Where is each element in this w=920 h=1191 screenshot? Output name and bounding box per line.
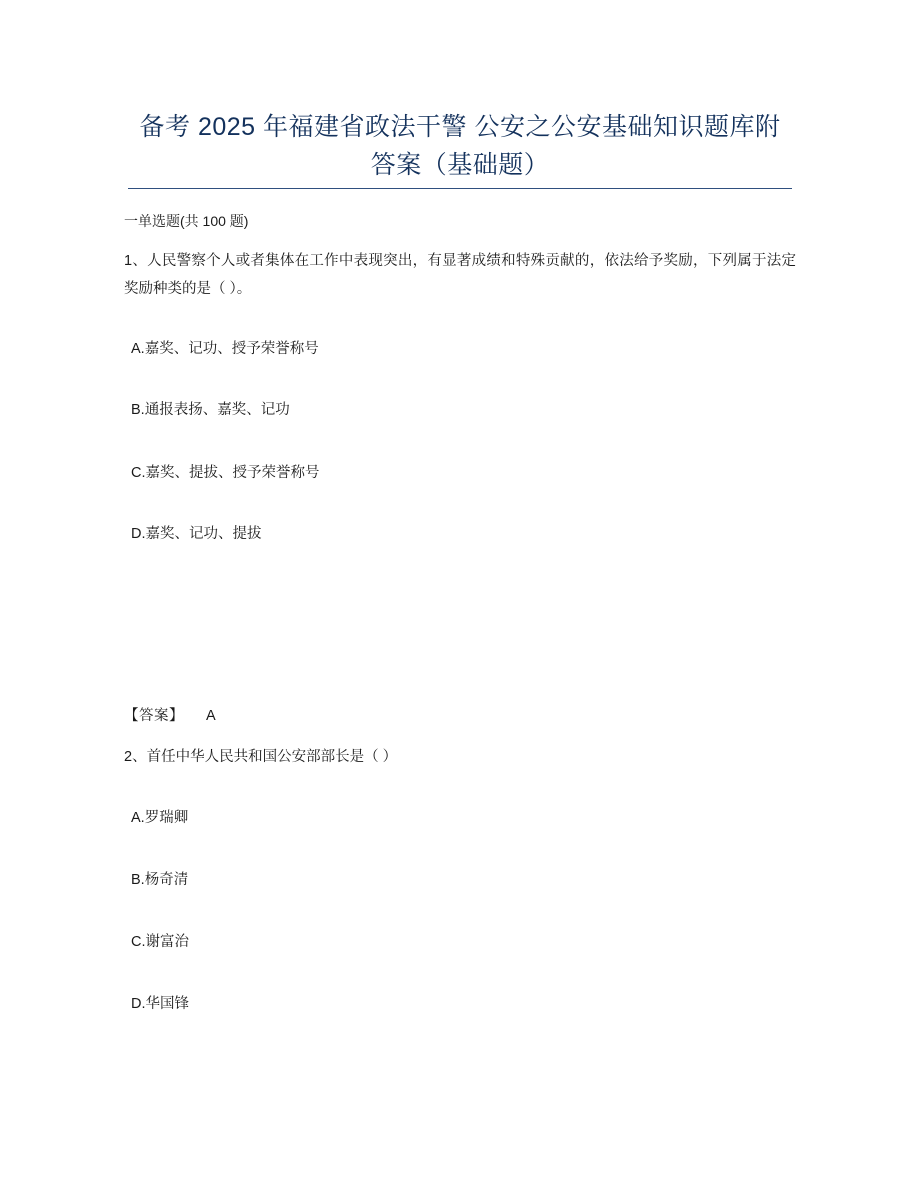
question-1-option-a: A.嘉奖、记功、授予荣誉称号 (131, 341, 319, 357)
section-heading: 一单选题(共 100 题) (124, 213, 249, 229)
page-title: 备考 2025 年福建省政法干警 公安之公安基础知识题库附答案（基础题） (139, 113, 781, 179)
question-1-answer (124, 704, 216, 725)
question-1 (124, 247, 796, 303)
question-1-option-c: C.嘉奖、提拔、授予荣誉称号 (131, 465, 320, 481)
question-1-answer-value: A (206, 708, 217, 724)
question-2-option-b: B.杨奇清 (131, 872, 189, 888)
question-2-option-a: A.罗瑞卿 (131, 810, 189, 826)
question-1-option-b: B.通报表扬、嘉奖、记功 (131, 402, 290, 418)
title-divider (128, 188, 792, 189)
question-2 (124, 743, 796, 771)
question-2-option-c: C.谢富治 (131, 934, 189, 950)
question-2-option-d: D.华国锋 (131, 996, 189, 1012)
question-2-stem: 首任中华人民共和国公安部部长是（ ） (146, 749, 398, 765)
question-2-number: 2、 (124, 749, 147, 765)
question-1-stem: 人民警察个人或者集体在工作中表现突出，有显著成绩和特殊贡献的，依法给予奖励，下列属于法定奖励种类的是（ ）。 (124, 253, 796, 297)
question-1-answer-label: 【答案】 (124, 708, 184, 724)
question-1-option-d: D.嘉奖、记功、提拔 (131, 526, 262, 542)
question-1-number: 1、 (124, 253, 148, 269)
